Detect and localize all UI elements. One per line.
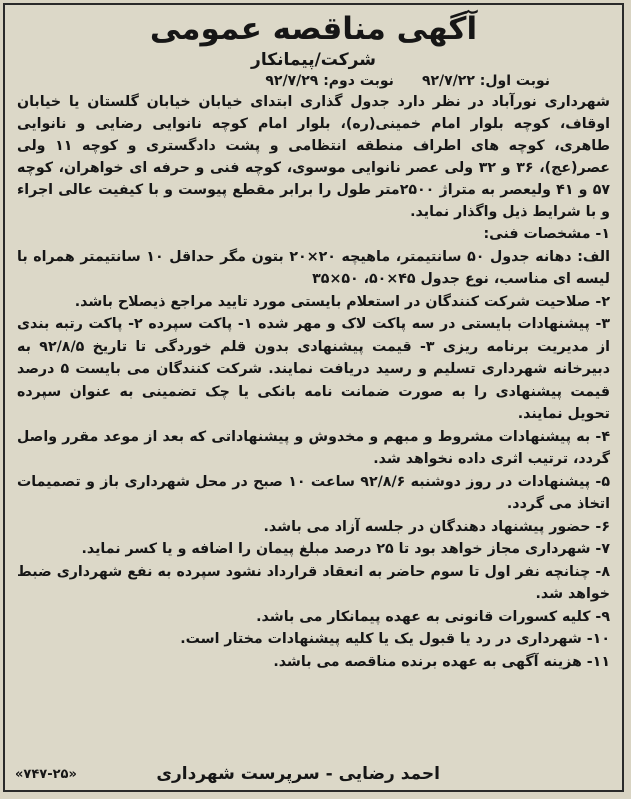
notice-content	[5, 5, 622, 673]
item-7: ۷- شهرداری مجاز خواهد بود تا ۲۵ درصد مبلغ پیمان را اضافه و یا کسر نماید.	[81, 541, 610, 557]
item-5: ۵- پیشنهادات در روز دوشنبه ۹۲/۸/۶ ساعت ۱۰ صبح در محل شهرداری باز و تصمیمات اتخاذ می گردد.	[17, 473, 610, 512]
notice-title: آگهی مناقصه عمومی	[149, 11, 478, 47]
signature: احمد رضایی - سرپرست شهرداری	[156, 764, 440, 784]
item-1-specs: الف: دهانه جدول ۵۰ سانتیمتر، ماهیچه ۲۰×۲۰ بتون مگر حداقل ۱۰ سانتیمتر همراه با لیسه ای مناسب، نوع جدول ۴۵×۵۰، ۵۰×۳۵	[17, 248, 610, 287]
item-10: ۱۰- شهرداری در رد یا قبول یک یا کلیه پیشنهادات مختار است.	[180, 631, 610, 647]
first-publication-date: نوبت اول: ۹۲/۷/۲۲	[421, 73, 550, 89]
item-9: ۹- کلیه کسورات قانونی به عهده پیمانکار می باشد.	[256, 608, 610, 625]
item-11: ۱۱- هزینه آگهی به عهده برنده مناقصه می باشد.	[273, 653, 610, 670]
item-8: ۸- چنانچه نفر اول تا سوم حاضر به انعقاد قرارداد نشود سپرده به نفع شهرداری ضبط خواهد شد.	[17, 563, 610, 602]
publication-dates	[17, 71, 610, 91]
item-2: ۲- صلاحیت شرکت کنندگان در استعلام بایستی مورد تایید مراجع ذیصلاح باشد.	[74, 293, 610, 310]
item-6: ۶- حضور پیشنهاد دهندگان در جلسه آزاد می باشد.	[263, 518, 610, 535]
notice-frame	[3, 3, 624, 792]
second-publication-date: نوبت دوم: ۹۲/۷/۲۹	[265, 73, 394, 89]
item-4: ۴- به پیشنهادات مشروط و مبهم و مخدوش و پیشنهاداتی که بعد از موعد مقرر واصل گردد، ترتیب اثری داده نخواهد شد.	[17, 428, 610, 467]
intro-paragraph: شهرداری نورآباد در نظر دارد جدول گذاری ابتدای خیابان خیابان گلستان یا خیابان اوقاف، کوچه بلوار امام خمینی(ره)، بلوار امام کوچه نانوایی رضایی و نانوایی طاهری، کوچه های اطراف منطقه انتظامی و پشت دادگستری و کوچه ۱۱ ولی عصر(عج)، ۳۶ و ۳۲ ولی عصر نانوایی موسوی، کوچه فنی و حرفه ای خواهران، کوچه ۵۷ و ۴۱ ولیعصر به متراژ ۲۵۰۰متر طول را برابر مقطع پیوست و با کیفیت عالی اجراء و با شرایط ذیل واگذار نماید.	[17, 94, 611, 220]
notice-body	[17, 91, 610, 673]
notice-subtitle: شرکت/پیمانکار	[251, 50, 376, 70]
item-3: ۳- پیشنهادات بایستی در سه پاکت لاک و مهر شده ۱- پاکت سپرده ۲- پاکت رتبه بندی از مدیریت برنامه ریزی ۳- قیمت پیشنهادی بدون قلم خوردگی تا تاریخ ۹۲/۸/۵ به دبیرخانه شهرداری تسلیم و رسید دریافت نمایند. شرکت کنندگان می بایست ۵ درصد قیمت پیشنهادی را به صورت ضمانت نامه بانکی یا چک تضمینی به عنوان سپرده تحویل نمایند.	[17, 316, 611, 422]
notice-code: «۷۴۷-۲۵»	[15, 766, 77, 782]
item-1-title: ۱- مشخصات فنی:	[483, 226, 610, 242]
notice-footer	[15, 764, 610, 784]
